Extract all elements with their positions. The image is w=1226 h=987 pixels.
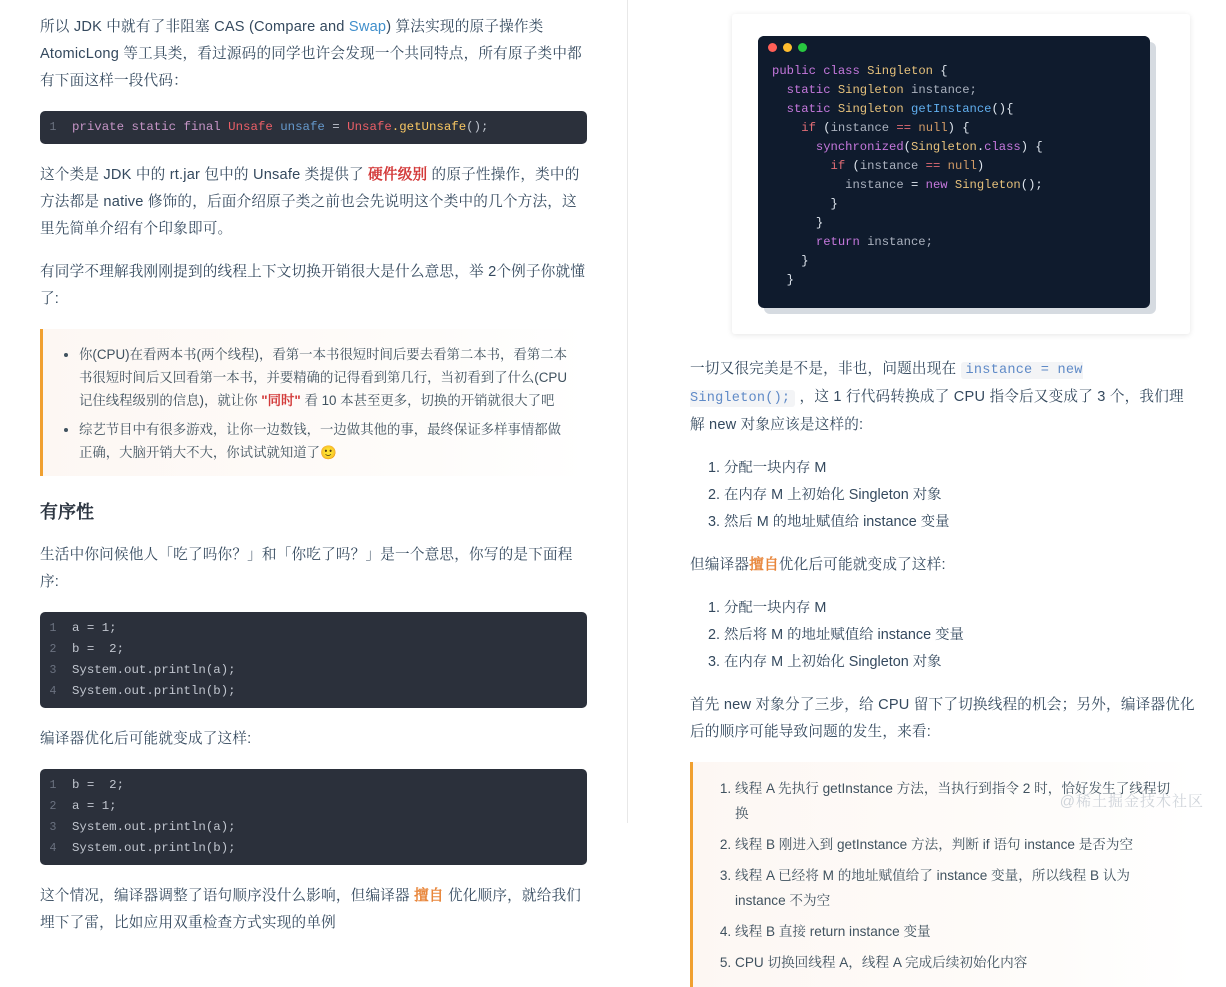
paragraph-cas-intro: [40, 14, 587, 95]
line-number: 2: [49, 800, 57, 813]
line-number: 1: [49, 622, 57, 635]
paragraph-problem-intro: 一切又很完美是不是，非也，问题出现在 instance = new Singleton(); ，这 1 行代码转换成了 CPU 指令后又变成了 3 个，我们理解 new 对象应该是这样的:: [690, 361, 1184, 433]
code-line: [40, 639, 587, 660]
code-text: b = 2;: [72, 778, 125, 792]
paragraph-text: 所以 JDK 中就有了非阻塞 CAS (Compare and: [40, 19, 349, 35]
code-block-original-order: [40, 612, 587, 708]
list-item: • 综艺节目中有很多游戏，让你一边数钱，一边做其他的事，最终保证多样事情都做正确，大脑开销大不大，你试试就知道了🙂: [79, 418, 569, 464]
inline-code-new-singleton: instance = new Singleton();: [690, 363, 1083, 406]
list-item: 3. 在内存 M 上初始化 Singleton 对象: [724, 649, 1196, 676]
keyword-swap: Swap: [348, 19, 387, 35]
code-line: [40, 838, 587, 859]
code-line: [40, 796, 587, 817]
line-number: 3: [49, 664, 57, 677]
singleton-code: [758, 58, 1150, 308]
code-line: }: [815, 216, 824, 230]
code-line: }: [830, 197, 838, 211]
line-number: 1: [49, 779, 57, 792]
list-item: 3. 然后 M 的地址赋值给 instance 变量: [724, 509, 1196, 536]
code-line: static Singleton getInstance(){: [786, 102, 1014, 116]
code-text: b = 2;: [72, 642, 125, 656]
code-line: if (instance == null) {: [801, 121, 970, 135]
paragraph-unsafe-desc: 这个类是 JDK 中的 rt.jar 包中的 Unsafe 类提供了 硬件级别 的原子性操作，类中的方法都是 native 修饰的，后面介绍原子类之前也会先说明这个类中的几个方法，这里先简单介绍有个印象即可。: [40, 167, 580, 237]
code-line: return instance;: [815, 235, 933, 249]
code-text: System.out.println(a);: [72, 820, 236, 834]
code-line: if (instance == null): [830, 159, 985, 173]
paragraph-thread-switch: 首先 new 对象分了三步，给 CPU 留下了切换线程的机会；另外，编译器优化后的顺序可能导致问题的发生，来看:: [690, 697, 1195, 740]
list-item: 3. 线程 A 已经将 M 的地址赋值给了 instance 变量，所以线程 B 认为 instance 不为空: [735, 863, 1178, 913]
highlight-arbitrary-2: 擅自: [749, 557, 779, 573]
code-block-unsafe: [40, 111, 587, 144]
section-heading-ordering: 有序性: [40, 502, 94, 522]
code-line: [40, 117, 587, 138]
code-line: [40, 775, 587, 796]
highlight-arbitrary: 擅自: [414, 888, 444, 904]
list-item: 1. 分配一块内存 M: [724, 455, 1196, 482]
paragraph-context-switch-question: 有同学不理解我刚刚提到的线程上下文切换开销很大是什么意思，举 2个例子你就懂了:: [40, 264, 586, 307]
line-number: 3: [49, 821, 57, 834]
code-line: }: [801, 254, 809, 268]
code-line: [40, 618, 587, 639]
code-line: }: [786, 273, 794, 287]
list-item: 2. 线程 B 刚进入到 getInstance 方法，判断 if 语句 instance 是否为空: [735, 832, 1178, 857]
code-line: [40, 660, 587, 681]
code-text: private static final Unsafe unsafe = Unsafe.getUnsafe();: [72, 120, 489, 134]
line-number: 2: [49, 643, 57, 656]
code-line: instance = new Singleton();: [845, 178, 1043, 192]
code-line: [40, 817, 587, 838]
paragraph-after-compiler-opt: 编译器优化后可能就变成了这样:: [40, 731, 252, 747]
list-item: • 你(CPU)在看两本书(两个线程)，看第一本书很短时间后要去看第二本书，看第二本书很短时间后又回看第一本书，并要精确的记得看到第几行，当初看到了什么(CPU记住线程级别的信息)，就让你 "同时" 看 10 本甚至更多，切换的开销就很大了吧: [79, 343, 569, 412]
callout-list: [59, 343, 569, 464]
paragraph-text-cont: ) 算法实现的原子操作类 AtomicLong 等工具类，看过源码的同学也许会发现一个共同特点，所有原子类中都有下面这样一段代码：: [40, 19, 582, 89]
code-line: [40, 681, 587, 702]
line-number: 4: [49, 685, 57, 698]
left-column: [0, 0, 627, 931]
code-text: a = 1;: [72, 799, 117, 813]
maximize-icon[interactable]: [798, 43, 807, 52]
mac-titlebar: [758, 36, 1150, 58]
line-number: 4: [49, 842, 57, 855]
list-item: 1. 分配一块内存 M: [724, 595, 1196, 622]
code-text: System.out.println(b);: [72, 841, 236, 855]
code-line: public class Singleton {: [772, 64, 948, 78]
list-item: 1. 线程 A 先执行 getInstance 方法，当执行到指令 2 时，恰好发生了线程切换: [735, 776, 1178, 826]
paragraph-conclusion: 这个情况，编译器调整了语句顺序没什么影响，但编译器 擅自 优化顺序，就给我们埋下了雷，比如应用双重检查方式实现的单例: [40, 888, 582, 931]
code-text: a = 1;: [72, 621, 117, 635]
paragraph-ordering-intro: 生活中你问候他人「吃了吗你？」和「你吃了吗？」是一个意思，你写的是下面程序:: [40, 547, 573, 590]
minimize-icon[interactable]: [783, 43, 792, 52]
ordered-list-reordered-steps: [690, 595, 1196, 676]
list-item: 5. CPU 切换回线程 A，线程 A 完成后续初始化内容: [735, 950, 1178, 975]
code-screenshot-card: [732, 14, 1190, 334]
right-column: [628, 0, 1226, 970]
mac-window: [758, 36, 1150, 308]
code-line: synchronized(Singleton.class) {: [815, 140, 1043, 154]
callout-examples: [40, 329, 587, 476]
close-icon[interactable]: [768, 43, 777, 52]
highlight-hardware-level: 硬件级别: [368, 167, 428, 183]
paragraph-compiler-opt: 但编译器擅自优化后可能就变成了这样:: [690, 557, 946, 573]
list-item: 4. 线程 B 直接 return instance 变量: [735, 919, 1178, 944]
line-number: 1: [49, 121, 57, 134]
list-item: 2. 然后将 M 的地址赋值给 instance 变量: [724, 622, 1196, 649]
ordered-list-new-steps: [690, 455, 1196, 536]
list-item: 2. 在内存 M 上初始化 Singleton 对象: [724, 482, 1196, 509]
code-text: System.out.println(a);: [72, 663, 236, 677]
code-line: static Singleton instance;: [786, 83, 977, 97]
code-text: System.out.println(b);: [72, 684, 236, 698]
watermark: @稀土掘金技术社区: [1059, 793, 1204, 810]
code-block-reordered: [40, 769, 587, 865]
